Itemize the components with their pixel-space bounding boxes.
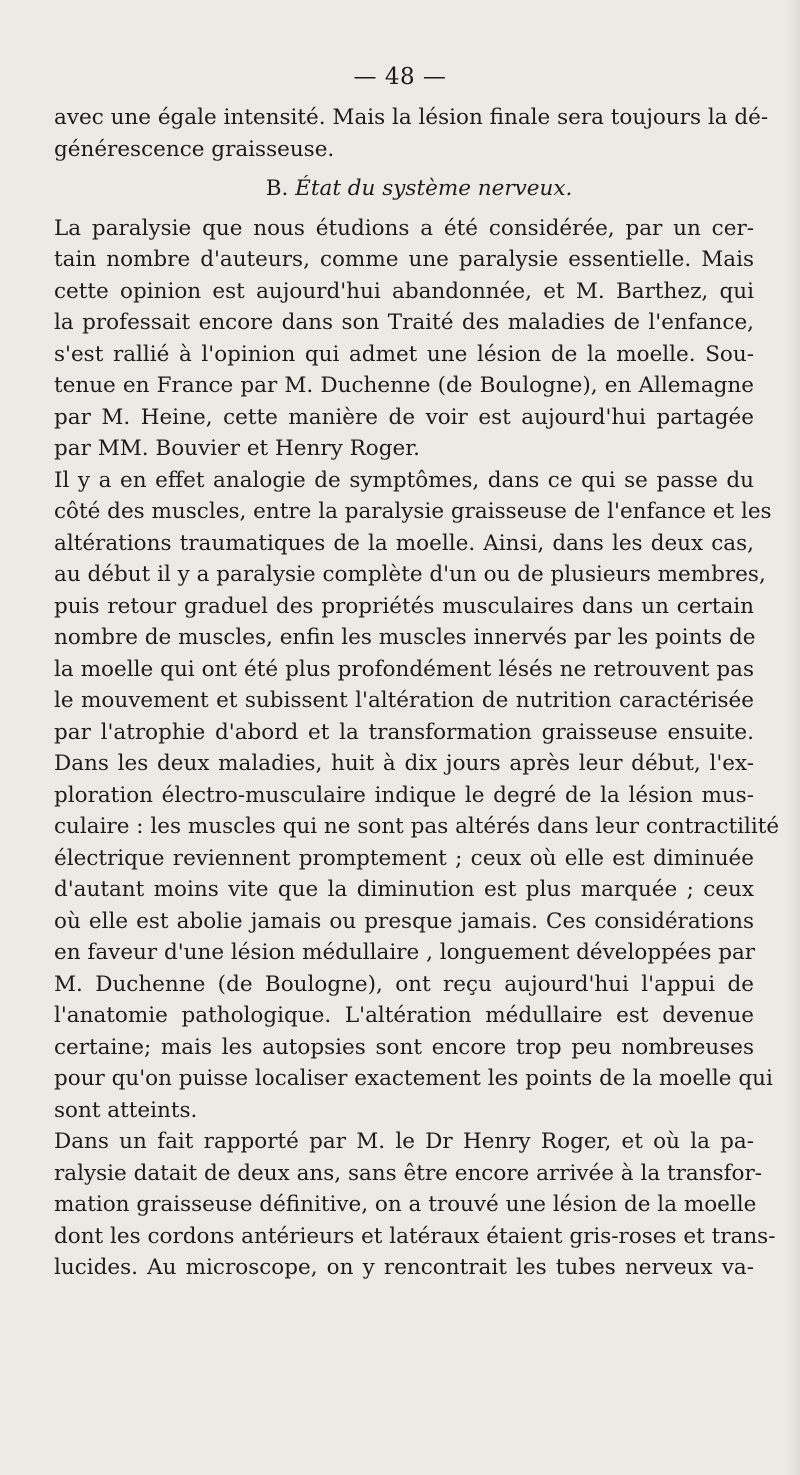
text-line: la moelle qui ont été plus profondément lésés ne retrouvent pas: [54, 656, 754, 682]
text-line: par M. Heine, cette manière de voir est aujourd'hui partagée: [54, 404, 754, 430]
text-line: sont atteints.: [54, 1097, 198, 1123]
text-line: dont les cordons antérieurs et latéraux étaient gris-roses et trans-: [54, 1223, 776, 1249]
section-heading: [54, 173, 754, 205]
body-text: [54, 102, 780, 1284]
text-line: nombre de muscles, enfin les muscles innervés par les points de: [54, 625, 756, 650]
text-line: générescence graisseuse.: [54, 136, 335, 162]
text-line: par MM. Bouvier et Henry Roger.: [54, 436, 420, 461]
text-line: côté des muscles, entre la paralysie graisseuse de l'enfance et les: [54, 499, 772, 524]
text-line: tenue en France par M. Duchenne (de Boulogne), en Allemagne: [54, 373, 754, 398]
text-line: La paralysie que nous étudions a été considérée, par un cer-: [54, 215, 754, 241]
text-line: au début il y a paralysie complète d'un ou de plusieurs membres,: [54, 562, 766, 587]
text-line: l'anatomie pathologique. L'altération médullaire est devenue: [54, 1003, 754, 1028]
text-line: avec une égale intensité. Mais la lésion finale sera toujours la dé-: [54, 105, 769, 130]
text-line: par l'atrophie d'abord et la transformation graisseuse ensuite.: [54, 719, 754, 745]
text-line: pour qu'on puisse localiser exactement les points de la moelle qui: [54, 1066, 773, 1091]
page-edge-shadow: [786, 0, 800, 1475]
text-line: où elle est abolie jamais ou presque jamais. Ces considérations: [54, 908, 754, 934]
text-line: culaire : les muscles qui ne sont pas altérés dans leur contractilité: [54, 814, 780, 839]
text-line: certaine; mais les autopsies sont encore trop peu nombreuses: [54, 1034, 754, 1060]
text-line: s'est rallié à l'opinion qui admet une lésion de la moelle. Sou-: [54, 341, 754, 367]
text-line: tain nombre d'auteurs, comme une paralysie essentielle. Mais: [54, 247, 754, 272]
text-line: la professait encore dans son Traité des maladies de l'enfance,: [54, 310, 754, 335]
text-line: ploration électro-musculaire indique le degré de la lésion mus-: [54, 782, 754, 808]
text-line: Dans les deux maladies, huit à dix jours après leur début, l'ex-: [54, 751, 754, 776]
text-line: lucides. Au microscope, on y rencontrait les tubes nerveux va-: [54, 1255, 754, 1280]
text-line: puis retour graduel des propriétés musculaires dans un certain: [54, 593, 754, 619]
section-heading-prefix: B.: [265, 176, 296, 201]
text-line: Il y a en effet analogie de symptômes, dans ce qui se passe du: [54, 467, 754, 493]
section-heading-title: État du système nerveux.: [295, 176, 573, 201]
text-line: en faveur d'une lésion médullaire , longuement développées par: [54, 940, 756, 965]
text-line: Dans un fait rapporté par M. le Dr Henry Roger, et où la pa-: [54, 1129, 754, 1154]
text-line: d'autant moins vite que la diminution est plus marquée ; ceux: [54, 877, 754, 902]
text-line: le mouvement et subissent l'altération de nutrition caractérisée: [54, 688, 754, 713]
text-line: ralysie datait de deux ans, sans être encore arrivée à la transfor-: [54, 1160, 763, 1186]
text-line: M. Duchenne (de Boulogne), ont reçu aujourd'hui l'appui de: [54, 971, 754, 997]
text-line: mation graisseuse définitive, on a trouvé une lésion de la moelle: [54, 1192, 757, 1217]
text-line: cette opinion est aujourd'hui abandonnée, et M. Barthez, qui: [54, 278, 754, 304]
text-line: altérations traumatiques de la moelle. Ainsi, dans les deux cas,: [54, 530, 754, 556]
page-number: — 48 —: [353, 64, 447, 90]
text-line: électrique reviennent promptement ; ceux où elle est diminuée: [54, 845, 754, 871]
